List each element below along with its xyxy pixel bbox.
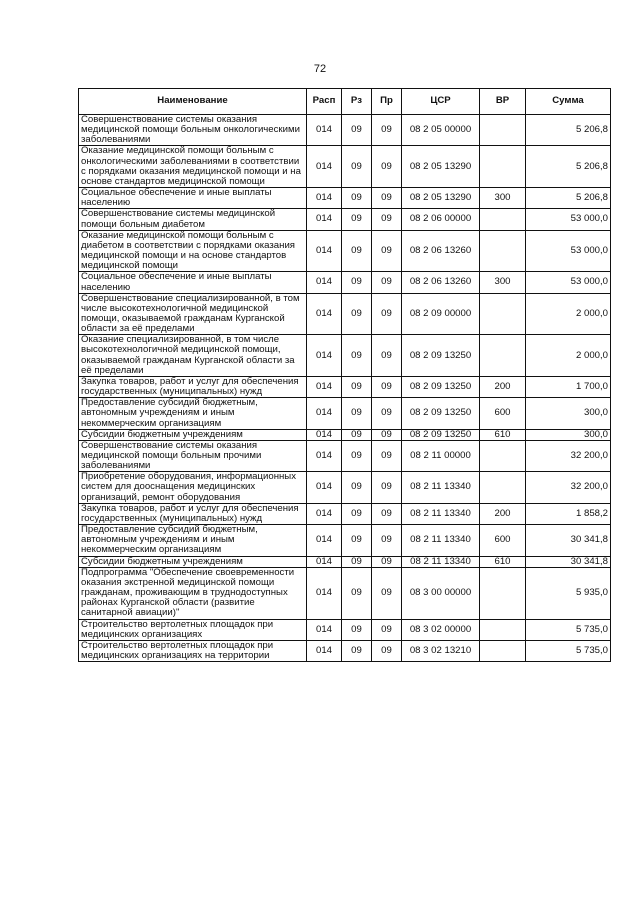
row-name: Предоставление субсидий бюджетным, автономным учреждениям и иным некоммерческим организациям — [79, 525, 307, 556]
row-rasp: 014 — [307, 640, 342, 661]
row-sum: 30 341,8 — [526, 556, 611, 567]
row-pr: 09 — [372, 209, 402, 230]
row-pr: 09 — [372, 188, 402, 209]
row-vr: 600 — [480, 525, 526, 556]
row-rz: 09 — [342, 293, 372, 335]
row-sum: 2 000,0 — [526, 293, 611, 335]
table-row — [79, 293, 611, 335]
row-sum: 300,0 — [526, 398, 611, 429]
row-sum: 30 341,8 — [526, 525, 611, 556]
row-rasp: 014 — [307, 503, 342, 524]
row-rasp: 014 — [307, 429, 342, 440]
table-row — [79, 209, 611, 230]
row-sum: 32 200,0 — [526, 472, 611, 503]
row-name: Субсидии бюджетным учреждениям — [79, 429, 307, 440]
row-rasp: 014 — [307, 525, 342, 556]
row-name: Подпрограмма "Обеспечение своевременности оказания экстренной медицинской помощи гражданам, проживающим в труднодоступных районах Курганской области (развитие санитарной авиации)" — [79, 567, 307, 619]
header-csr: ЦСР — [402, 89, 480, 115]
table-row — [79, 567, 611, 619]
row-csr: 08 2 09 13250 — [402, 398, 480, 429]
row-rz: 09 — [342, 640, 372, 661]
row-rasp: 014 — [307, 567, 342, 619]
row-pr: 09 — [372, 640, 402, 661]
row-rz: 09 — [342, 429, 372, 440]
row-pr: 09 — [372, 293, 402, 335]
table-row — [79, 503, 611, 524]
header-name: Наименование — [79, 89, 307, 115]
row-sum: 53 000,0 — [526, 272, 611, 293]
row-csr: 08 2 11 00000 — [402, 440, 480, 471]
row-name: Оказание медицинской помощи больным с онкологическими заболеваниями в соответствии с порядками оказания медицинской помощи и на основе стандартов медицинской помощи — [79, 146, 307, 188]
row-rz: 09 — [342, 503, 372, 524]
row-rz: 09 — [342, 209, 372, 230]
row-rz: 09 — [342, 525, 372, 556]
header-rz: Рз — [342, 89, 372, 115]
row-name: Приобретение оборудования, информационных систем для дооснащения медицинских организаций, ремонт оборудования — [79, 472, 307, 503]
budget-table — [78, 88, 611, 662]
row-vr — [480, 230, 526, 272]
table-row — [79, 335, 611, 377]
row-rz: 09 — [342, 440, 372, 471]
row-pr: 09 — [372, 376, 402, 397]
row-vr: 600 — [480, 398, 526, 429]
row-vr — [480, 146, 526, 188]
row-pr: 09 — [372, 619, 402, 640]
row-sum: 32 200,0 — [526, 440, 611, 471]
row-rasp: 014 — [307, 188, 342, 209]
table-row — [79, 272, 611, 293]
row-rasp: 014 — [307, 398, 342, 429]
row-vr: 300 — [480, 188, 526, 209]
row-rz: 09 — [342, 146, 372, 188]
header-rasp: Расп — [307, 89, 342, 115]
row-sum: 5 735,0 — [526, 619, 611, 640]
row-csr: 08 2 09 13250 — [402, 335, 480, 377]
table-row — [79, 556, 611, 567]
row-sum: 5 206,8 — [526, 146, 611, 188]
row-rz: 09 — [342, 567, 372, 619]
table-header-row — [79, 89, 611, 115]
row-rz: 09 — [342, 335, 372, 377]
row-csr: 08 3 00 00000 — [402, 567, 480, 619]
row-sum: 5 206,8 — [526, 115, 611, 146]
row-vr: 610 — [480, 429, 526, 440]
row-rasp: 014 — [307, 115, 342, 146]
row-pr: 09 — [372, 398, 402, 429]
row-name: Социальное обеспечение и иные выплаты населению — [79, 188, 307, 209]
row-csr: 08 2 11 13340 — [402, 525, 480, 556]
row-name: Предоставление субсидий бюджетным, автономным учреждениям и иным некоммерческим организациям — [79, 398, 307, 429]
row-name: Совершенствование системы оказания медицинской помощи больным прочими заболеваниями — [79, 440, 307, 471]
row-name: Социальное обеспечение и иные выплаты населению — [79, 272, 307, 293]
row-rz: 09 — [342, 188, 372, 209]
row-name: Субсидии бюджетным учреждениям — [79, 556, 307, 567]
row-pr: 09 — [372, 556, 402, 567]
row-rz: 09 — [342, 230, 372, 272]
table-row — [79, 640, 611, 661]
row-rz: 09 — [342, 376, 372, 397]
row-vr — [480, 293, 526, 335]
row-sum: 300,0 — [526, 429, 611, 440]
table-row — [79, 230, 611, 272]
row-rz: 09 — [342, 398, 372, 429]
row-csr: 08 2 11 13340 — [402, 556, 480, 567]
row-rz: 09 — [342, 619, 372, 640]
table-row — [79, 398, 611, 429]
row-sum: 5 206,8 — [526, 188, 611, 209]
row-csr: 08 2 09 00000 — [402, 293, 480, 335]
row-sum: 5 735,0 — [526, 640, 611, 661]
row-pr: 09 — [372, 429, 402, 440]
header-sum: Сумма — [526, 89, 611, 115]
row-rasp: 014 — [307, 209, 342, 230]
table-row — [79, 429, 611, 440]
row-sum: 1 858,2 — [526, 503, 611, 524]
row-csr: 08 2 06 13260 — [402, 272, 480, 293]
row-csr: 08 2 09 13250 — [402, 429, 480, 440]
row-sum: 5 935,0 — [526, 567, 611, 619]
row-vr — [480, 115, 526, 146]
row-sum: 53 000,0 — [526, 209, 611, 230]
row-name: Закупка товаров, работ и услуг для обеспечения государственных (муниципальных) нужд — [79, 503, 307, 524]
row-csr: 08 2 11 13340 — [402, 503, 480, 524]
row-rasp: 014 — [307, 376, 342, 397]
row-csr: 08 2 05 13290 — [402, 146, 480, 188]
row-vr — [480, 335, 526, 377]
row-vr: 610 — [480, 556, 526, 567]
row-pr: 09 — [372, 230, 402, 272]
row-name: Строительство вертолетных площадок при медицинских организациях на территории — [79, 640, 307, 661]
row-vr — [480, 209, 526, 230]
row-pr: 09 — [372, 115, 402, 146]
row-rasp: 014 — [307, 272, 342, 293]
row-name: Строительство вертолетных площадок при медицинских организациях — [79, 619, 307, 640]
row-name: Совершенствование системы медицинской помощи больным диабетом — [79, 209, 307, 230]
row-sum: 53 000,0 — [526, 230, 611, 272]
row-vr — [480, 640, 526, 661]
row-vr — [480, 567, 526, 619]
row-csr: 08 3 02 13210 — [402, 640, 480, 661]
row-name: Закупка товаров, работ и услуг для обеспечения государственных (муниципальных) нужд — [79, 376, 307, 397]
row-pr: 09 — [372, 503, 402, 524]
row-rz: 09 — [342, 115, 372, 146]
table-row — [79, 525, 611, 556]
table-row — [79, 188, 611, 209]
row-rasp: 014 — [307, 619, 342, 640]
row-csr: 08 2 05 00000 — [402, 115, 480, 146]
row-vr: 300 — [480, 272, 526, 293]
row-pr: 09 — [372, 440, 402, 471]
row-rasp: 014 — [307, 335, 342, 377]
row-name: Оказание специализированной, в том числе высокотехнологичной медицинской помощи, оказываемой гражданам Курганской области за её пределами — [79, 335, 307, 377]
row-rasp: 014 — [307, 293, 342, 335]
row-vr: 200 — [480, 503, 526, 524]
row-name: Совершенствование системы оказания медицинской помощи больным онкологическими заболеваниями — [79, 115, 307, 146]
table-row — [79, 376, 611, 397]
table-row — [79, 472, 611, 503]
row-vr: 200 — [480, 376, 526, 397]
row-rz: 09 — [342, 472, 372, 503]
header-pr: Пр — [372, 89, 402, 115]
row-csr: 08 2 06 13260 — [402, 230, 480, 272]
row-pr: 09 — [372, 472, 402, 503]
row-vr — [480, 619, 526, 640]
row-rasp: 014 — [307, 440, 342, 471]
row-pr: 09 — [372, 525, 402, 556]
row-sum: 1 700,0 — [526, 376, 611, 397]
table-row — [79, 115, 611, 146]
row-name: Совершенствование специализированной, в том числе высокотехнологичной медицинской помощи, оказываемой гражданам Курганской области за её пределами — [79, 293, 307, 335]
row-rasp: 014 — [307, 146, 342, 188]
page-number: 72 — [313, 63, 327, 75]
table-row — [79, 146, 611, 188]
row-csr: 08 2 05 13290 — [402, 188, 480, 209]
row-csr: 08 2 06 00000 — [402, 209, 480, 230]
row-rz: 09 — [342, 556, 372, 567]
row-rz: 09 — [342, 272, 372, 293]
row-pr: 09 — [372, 146, 402, 188]
row-pr: 09 — [372, 272, 402, 293]
row-csr: 08 3 02 00000 — [402, 619, 480, 640]
row-rasp: 014 — [307, 556, 342, 567]
header-vr: ВР — [480, 89, 526, 115]
row-csr: 08 2 09 13250 — [402, 376, 480, 397]
row-vr — [480, 440, 526, 471]
row-csr: 08 2 11 13340 — [402, 472, 480, 503]
row-pr: 09 — [372, 567, 402, 619]
row-pr: 09 — [372, 335, 402, 377]
table-row — [79, 440, 611, 471]
row-name: Оказание медицинской помощи больным с диабетом в соответствии с порядками оказания медицинской помощи и на основе стандартов медицинской помощи — [79, 230, 307, 272]
row-rasp: 014 — [307, 472, 342, 503]
row-rasp: 014 — [307, 230, 342, 272]
row-sum: 2 000,0 — [526, 335, 611, 377]
table-row — [79, 619, 611, 640]
row-vr — [480, 472, 526, 503]
